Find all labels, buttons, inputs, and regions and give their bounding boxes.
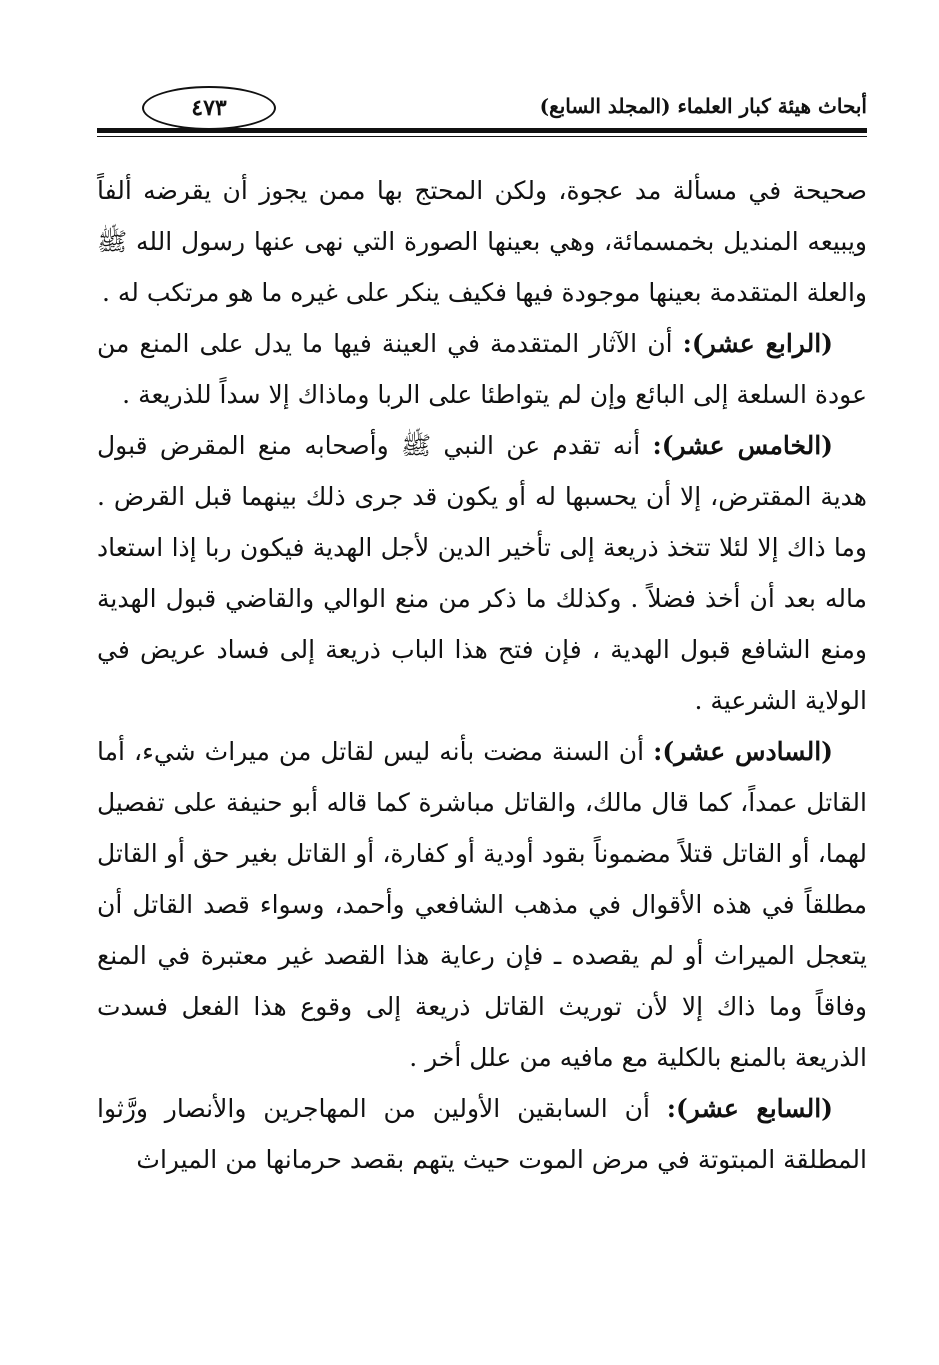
paragraph-fifteenth [97, 420, 867, 726]
page-header [97, 80, 867, 140]
paragraph-text: أن السابقين الأولين من المهاجرين والأنصار ورَّثوا المطلقة المبتوتة في مرض الموت حيث يتهم بقصد حرمانها من الميراث [97, 1094, 867, 1174]
paragraph-label: (الرابع عشر): [682, 329, 833, 358]
running-title: أبحاث هيئة كبار العلماء (المجلد السابع) [539, 94, 867, 118]
paragraph-text: أن الآثار المتقدمة في العينة فيها ما يدل على المنع من عودة السلعة إلى البائع وإن لم يتواطئا على الربا وماذاك إلا سداً للذريعة . [97, 329, 867, 409]
header-rule-thin [97, 136, 867, 137]
paragraph-text: صحيحة في مسألة مد عجوة، ولكن المحتج بها ممن يجوز أن يقرضه ألفاً ويبيعه المنديل بخمسمائة، وهي بعينها الصورة التي نهى عنها رسول الله ﷺ والعلة المتقدمة بعينها موجودة فيها فكيف ينكر على غيره ما هو مرتكب له . [97, 176, 867, 307]
paragraph-continuation [97, 165, 867, 318]
paragraph-fourteenth [97, 318, 867, 420]
paragraph-label: (السابع عشر): [666, 1094, 833, 1123]
paragraph-text: أنه تقدم عن النبي ﷺ وأصحابه منع المقرض قبول هدية المقترض، إلا أن يحسبها له أو يكون قد جرى ذلك بينهما قبل القرض . وما ذاك إلا لئلا تتخذ ذريعة إلى تأخير الدين لأجل الهدية فيكون ربا إذا استعاد ماله بعد أن أخذ فضلاً . وكذلك ما ذكر من منع الوالي والقاضي قبول الهدية ومنع الشافع قبول الهدية ، فإن فتح هذا الباب ذريعة إلى فساد عريض في الولاية الشرعية . [97, 431, 867, 715]
paragraph-text: أن السنة مضت بأنه ليس لقاتل من ميراث شيء، أما القاتل عمداً، كما قال مالك، والقاتل مباشرة كما قاله أبو حنيفة على تفصيل لهما، أو القاتل قتلاً مضموناً بقود أودية أو كفارة، أو القاتل بغير حق أو القاتل مطلقاً في هذه الأقوال في مذهب الشافعي وأحمد، وسواء قصد القاتل أن يتعجل الميراث أو لم يقصده ـ فإن رعاية هذا القصد غير معتبرة في المنع وفاقاً وما ذاك إلا لأن توريث القاتل ذريعة إلى وقوع هذا الفعل فسدت الذريعة بالمنع بالكلية مع مافيه من علل أخر . [97, 737, 867, 1072]
paragraph-label: (الخامس عشر): [652, 431, 833, 460]
paragraph-label: (السادس عشر): [653, 737, 833, 766]
paragraph-seventeenth [97, 1083, 867, 1185]
page-body [97, 165, 867, 1185]
header-rule-thick [97, 128, 867, 133]
page-number: ٤٧٣ [142, 86, 276, 130]
paragraph-sixteenth [97, 726, 867, 1083]
